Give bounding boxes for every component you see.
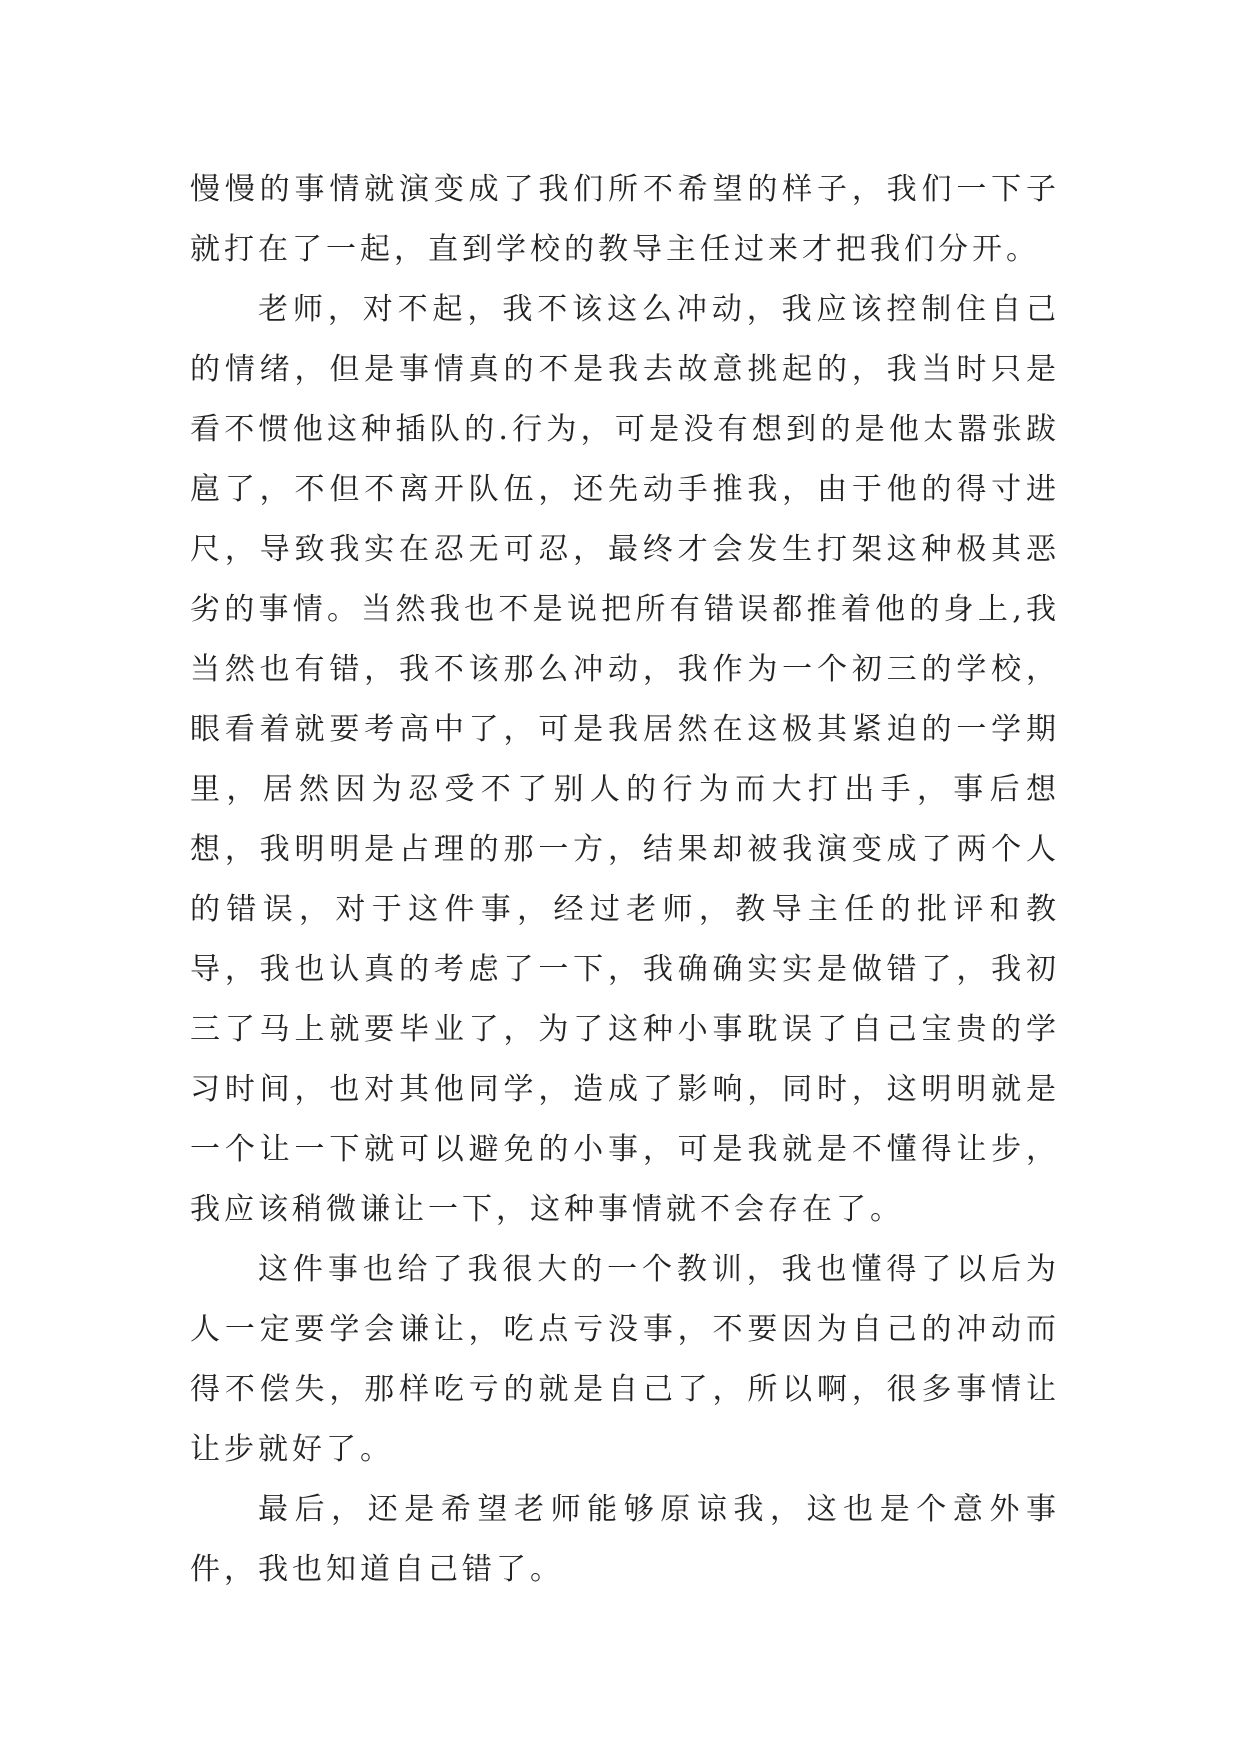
paragraph-4: 最后，还是希望老师能够原谅我，这也是个意外事件，我也知道自己错了。: [190, 1492, 1060, 1587]
paragraph-3: 这件事也给了我很大的一个教训，我也懂得了以后为人一定要学会谦让，吃点亏没事，不要因为自己的冲动而得不偿失，那样吃亏的就是自己了，所以啊，很多事情让让步就好了。: [190, 1252, 1060, 1467]
paragraph-1: 慢慢的事情就演变成了我们所不希望的样子，我们一下子就打在了一起，直到学校的教导主任过来才把我们分开。: [190, 172, 1060, 267]
paragraph-2: 老师，对不起，我不该这么冲动，我应该控制住自己的情绪，但是事情真的不是我去故意挑起的，我当时只是看不惯他这种插队的.行为，可是没有想到的是他太嚣张跋扈了，不但不离开队伍，还先动手推我，由于他的得寸进尺，导致我实在忍无可忍，最终才会发生打架这种极其恶劣的事情。当然我也不是说把所有错误都推着他的身上,我当然也有错，我不该那么冲动，我作为一个初三的学校，眼看着就要考高中了，可是我居然在这极其紧迫的一学期里，居然因为忍受不了别人的行为而大打出手，事后想想，我明明是占理的那一方，结果却被我演变成了两个人的错误，对于这件事，经过老师，教导主任的批评和教导，我也认真的考虑了一下，我确确实实是做错了，我初三了马上就要毕业了，为了这种小事耽误了自己宝贵的学习时间，也对其他同学，造成了影响，同时，这明明就是一个让一下就可以避免的小事，可是我就是不懂得让步，我应该稍微谦让一下，这种事情就不会存在了。: [190, 292, 1060, 1227]
document-body: [190, 160, 1060, 1600]
